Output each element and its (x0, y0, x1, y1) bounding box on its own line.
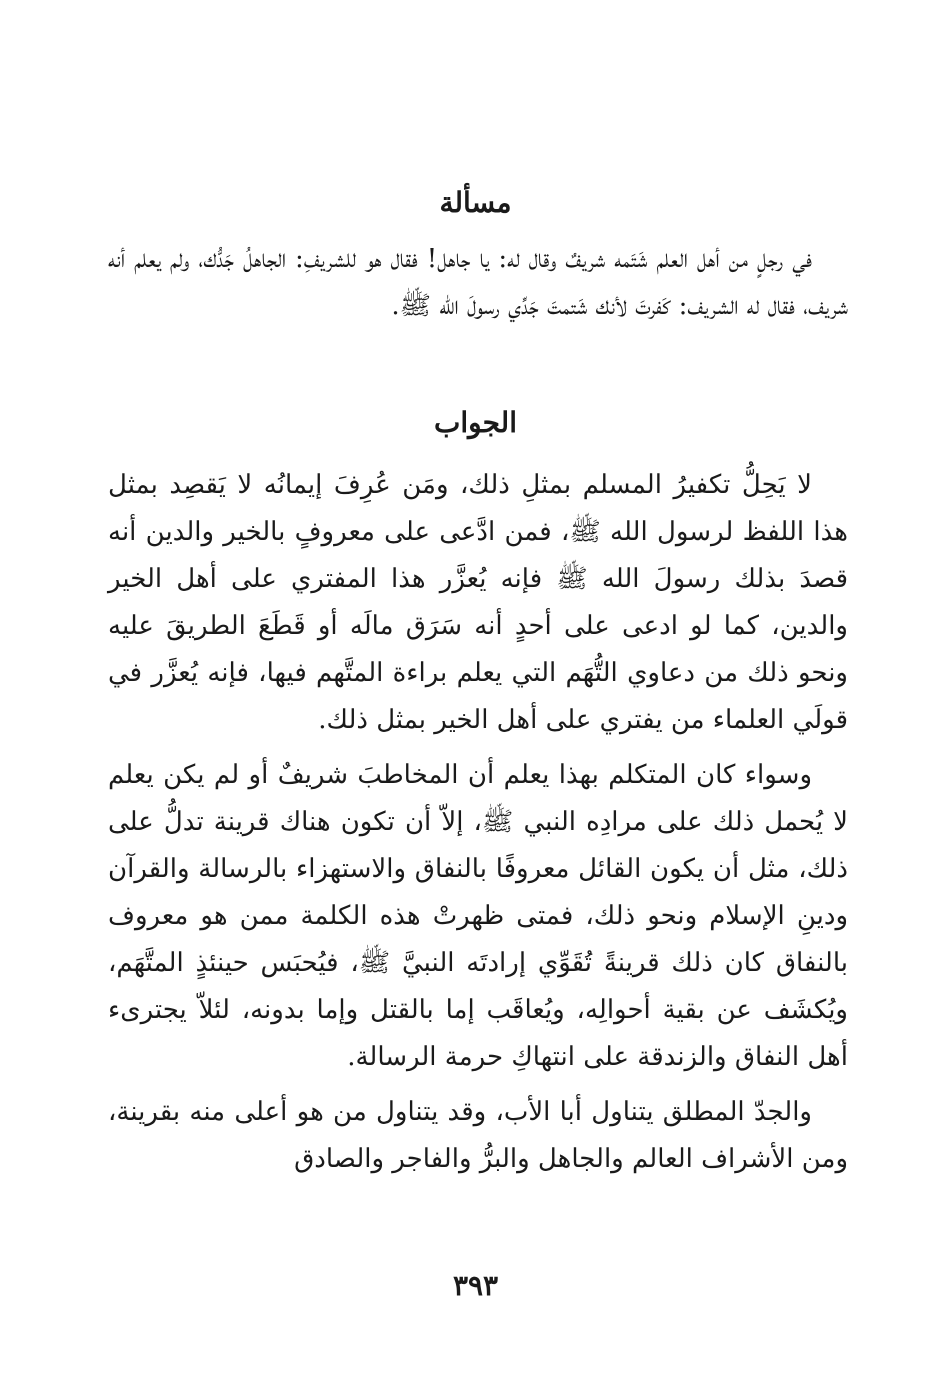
question-block (108, 236, 848, 330)
question-heading: مسألة (439, 186, 512, 219)
answer-heading: الجواب (434, 406, 517, 439)
answer-block (108, 462, 848, 1183)
answer-paragraph-2: وسواء كان المتكلم بهذا يعلم أن المخاطبَ شريفٌ أو لم يكن يعلم لا يُحمل ذلك على مرادِه النبي ﷺ، إلاّ أن تكون هناك قرينة تدلُّ على ذلك، مثل أن يكون القائل معروفًا بالنفاق والاستهزاء بالرسالة والقرآن ودينِ الإسلام ونحو ذلك، فمتى ظهرتْ هذه الكلمة ممن هو معروف بالنفاق كان ذلك قرينةً تُقَوِّي إرادتَه النبيَّ ﷺ، فيُحبَس حينئذٍ المتَّهَم، ويُكشَف عن بقية أحوالِه، ويُعاقَب إما بالقتل وإما بدونه، لئلاّ يجترىء أهل النفاق والزندقة على انتهاكِ حرمة الرسالة. (108, 760, 848, 1072)
answer-paragraph-3: والجدّ المطلق يتناول أبا الأب، وقد يتناول من هو أعلى منه بقرينة، ومن الأشراف العالم والجاهل والبرُّ والفاجر والصادق (108, 1097, 848, 1174)
question-paragraph: في رجلٍ من أهل العلم شَتَمه شريفٌ وقال له: يا جاهل! فقال هو للشريفِ: الجاهلُ جَدُّك، ولم يعلم أنه شريف، فقال له الشريف: كَفرتَ لأنك شَتمتَ جَدِّي رسولَ الله ﷺ. (108, 244, 848, 321)
answer-paragraph-1: لا يَحِلُّ تكفيرُ المسلم بمثلِ ذلك، ومَن عُرِفَ إيمانُه لا يَقصِد بمثل هذا اللفظ لرسول الله ﷺ، فمن ادَّعى على معروفٍ بالخير والدين أنه قصدَ بذلك رسولَ الله ﷺ فإنه يُعزَّر هذا المفتري على أهل الخير والدين، كما لو ادعى على أحدٍ أنه سَرَق مالَه أو قَطَعَ الطريقَ عليه ونحو ذلك من دعاوي التُّهَم التي يعلم براءة المتَّهم فيها، فإنه يُعزَّر في قولَي العلماء من يفتري على أهل الخير بمثل ذلك. (108, 470, 848, 735)
page-number: ٣٩٣ (452, 1269, 499, 1302)
